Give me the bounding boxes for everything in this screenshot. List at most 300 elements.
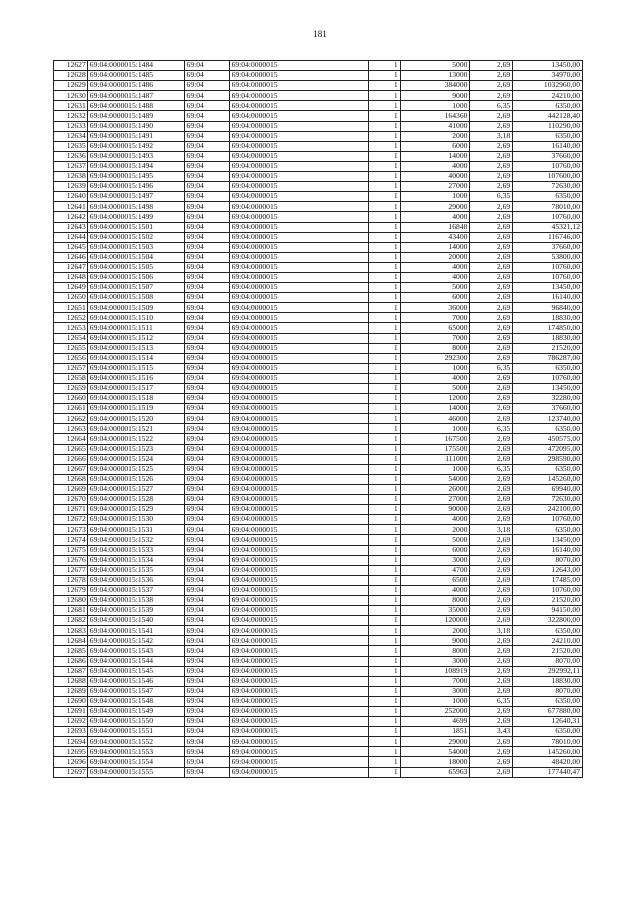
district-code-cell: 69:04: [184, 525, 229, 535]
rate-value-cell: 2,69: [470, 656, 513, 666]
district-code-cell: 69:04: [184, 394, 229, 404]
table-row: [54, 656, 583, 666]
table-row: [54, 71, 583, 81]
cadastral-number-cell: 69:04:0000015:1487: [87, 91, 184, 101]
quantity-cell: 1: [369, 394, 401, 404]
area-value-cell: 26000: [400, 484, 470, 494]
area-value-cell: 6000: [400, 141, 470, 151]
quantity-cell: 1: [369, 111, 401, 121]
cadastral-block-cell: 69:04:0000015: [229, 696, 369, 706]
row-number-cell: 12691: [54, 707, 88, 717]
rate-value-cell: 2,69: [470, 545, 513, 555]
cadastral-block-cell: 69:04:0000015: [229, 727, 369, 737]
table-row: [54, 595, 583, 605]
cadastral-block-cell: 69:04:0000015: [229, 293, 369, 303]
row-number-cell: 12694: [54, 737, 88, 747]
cadastral-number-cell: 69:04:0000015:1485: [87, 71, 184, 81]
total-value-cell: 16140,00: [513, 293, 583, 303]
area-value-cell: 43400: [400, 232, 470, 242]
table-row: [54, 172, 583, 182]
rate-value-cell: 2,69: [470, 222, 513, 232]
district-code-cell: 69:04: [184, 464, 229, 474]
cadastral-block-cell: 69:04:0000015: [229, 363, 369, 373]
quantity-cell: 1: [369, 606, 401, 616]
row-number-cell: 12631: [54, 101, 88, 111]
quantity-cell: 1: [369, 363, 401, 373]
cadastral-block-cell: 69:04:0000015: [229, 151, 369, 161]
rate-value-cell: 2,69: [470, 505, 513, 515]
table-row: [54, 707, 583, 717]
table-row: [54, 262, 583, 272]
quantity-cell: 1: [369, 515, 401, 525]
quantity-cell: 1: [369, 555, 401, 565]
rate-value-cell: 2,69: [470, 384, 513, 394]
row-number-cell: 12674: [54, 535, 88, 545]
row-number-cell: 12677: [54, 565, 88, 575]
cadastral-block-cell: 69:04:0000015: [229, 283, 369, 293]
district-code-cell: 69:04: [184, 686, 229, 696]
rate-value-cell: 2,69: [470, 121, 513, 131]
total-value-cell: 8070,00: [513, 656, 583, 666]
table-row: [54, 141, 583, 151]
row-number-cell: 12666: [54, 454, 88, 464]
cadastral-number-cell: 69:04:0000015:1523: [87, 444, 184, 454]
rate-value-cell: 2,69: [470, 202, 513, 212]
cadastral-number-cell: 69:04:0000015:1529: [87, 505, 184, 515]
row-number-cell: 12668: [54, 474, 88, 484]
area-value-cell: 46000: [400, 414, 470, 424]
total-value-cell: 24210,00: [513, 91, 583, 101]
area-value-cell: 8000: [400, 343, 470, 353]
district-code-cell: 69:04: [184, 555, 229, 565]
cadastral-block-cell: 69:04:0000015: [229, 545, 369, 555]
table-row: [54, 323, 583, 333]
total-value-cell: 10760,00: [513, 585, 583, 595]
area-value-cell: 4000: [400, 272, 470, 282]
cadastral-block-cell: 69:04:0000015: [229, 141, 369, 151]
table-row: [54, 434, 583, 444]
table-row: [54, 545, 583, 555]
row-number-cell: 12654: [54, 333, 88, 343]
table-row: [54, 444, 583, 454]
table-row: [54, 767, 583, 777]
row-number-cell: 12658: [54, 373, 88, 383]
area-value-cell: 1000: [400, 101, 470, 111]
area-value-cell: 5000: [400, 283, 470, 293]
cadastral-number-cell: 69:04:0000015:1496: [87, 182, 184, 192]
table-row: [54, 272, 583, 282]
area-value-cell: 12000: [400, 394, 470, 404]
row-number-cell: 12664: [54, 434, 88, 444]
table-row: [54, 636, 583, 646]
total-value-cell: 34970,00: [513, 71, 583, 81]
district-code-cell: 69:04: [184, 495, 229, 505]
area-value-cell: 4700: [400, 565, 470, 575]
rate-value-cell: 2,69: [470, 767, 513, 777]
quantity-cell: 1: [369, 656, 401, 666]
district-code-cell: 69:04: [184, 515, 229, 525]
total-value-cell: 96840,00: [513, 303, 583, 313]
cadastral-number-cell: 69:04:0000015:1552: [87, 737, 184, 747]
cadastral-block-cell: 69:04:0000015: [229, 384, 369, 394]
rate-value-cell: 2,69: [470, 283, 513, 293]
district-code-cell: 69:04: [184, 363, 229, 373]
table-row: [54, 384, 583, 394]
total-value-cell: 13450,00: [513, 283, 583, 293]
rate-value-cell: 2,69: [470, 252, 513, 262]
cadastral-number-cell: 69:04:0000015:1547: [87, 686, 184, 696]
cadastral-number-cell: 69:04:0000015:1531: [87, 525, 184, 535]
quantity-cell: 1: [369, 404, 401, 414]
total-value-cell: 116746,00: [513, 232, 583, 242]
cadastral-number-cell: 69:04:0000015:1543: [87, 646, 184, 656]
cadastral-number-cell: 69:04:0000015:1541: [87, 626, 184, 636]
cadastral-number-cell: 69:04:0000015:1497: [87, 192, 184, 202]
row-number-cell: 12663: [54, 424, 88, 434]
quantity-cell: 1: [369, 686, 401, 696]
rate-value-cell: 2,69: [470, 182, 513, 192]
total-value-cell: 472095,00: [513, 444, 583, 454]
row-number-cell: 12675: [54, 545, 88, 555]
area-value-cell: 167500: [400, 434, 470, 444]
total-value-cell: 72630,00: [513, 182, 583, 192]
area-value-cell: 164360: [400, 111, 470, 121]
cadastral-number-cell: 69:04:0000015:1546: [87, 676, 184, 686]
quantity-cell: 1: [369, 565, 401, 575]
area-value-cell: 7000: [400, 333, 470, 343]
rate-value-cell: 2,69: [470, 161, 513, 171]
area-value-cell: 7000: [400, 676, 470, 686]
table-row: [54, 717, 583, 727]
area-value-cell: 111000: [400, 454, 470, 464]
table-row: [54, 757, 583, 767]
table-row: [54, 525, 583, 535]
quantity-cell: 1: [369, 707, 401, 717]
row-number-cell: 12681: [54, 606, 88, 616]
rate-value-cell: 2,69: [470, 575, 513, 585]
cadastral-number-cell: 69:04:0000015:1517: [87, 384, 184, 394]
cadastral-number-cell: 69:04:0000015:1520: [87, 414, 184, 424]
quantity-cell: 1: [369, 353, 401, 363]
quantity-cell: 1: [369, 626, 401, 636]
district-code-cell: 69:04: [184, 636, 229, 646]
table-row: [54, 161, 583, 171]
area-value-cell: 5000: [400, 535, 470, 545]
area-value-cell: 1000: [400, 696, 470, 706]
quantity-cell: 1: [369, 434, 401, 444]
area-value-cell: 29000: [400, 202, 470, 212]
total-value-cell: 6350,00: [513, 363, 583, 373]
cadastral-number-cell: 69:04:0000015:1538: [87, 595, 184, 605]
cadastral-number-cell: 69:04:0000015:1528: [87, 495, 184, 505]
cadastral-number-cell: 69:04:0000015:1490: [87, 121, 184, 131]
cadastral-block-cell: 69:04:0000015: [229, 61, 369, 71]
row-number-cell: 12676: [54, 555, 88, 565]
table-row: [54, 565, 583, 575]
total-value-cell: 442128,40: [513, 111, 583, 121]
cadastral-number-cell: 69:04:0000015:1505: [87, 262, 184, 272]
district-code-cell: 69:04: [184, 414, 229, 424]
total-value-cell: 37660,00: [513, 151, 583, 161]
cadastral-block-cell: 69:04:0000015: [229, 454, 369, 464]
total-value-cell: 18830,00: [513, 333, 583, 343]
total-value-cell: 6350,00: [513, 424, 583, 434]
district-code-cell: 69:04: [184, 696, 229, 706]
cadastral-number-cell: 69:04:0000015:1489: [87, 111, 184, 121]
table-row: [54, 242, 583, 252]
row-number-cell: 12695: [54, 747, 88, 757]
area-value-cell: 14000: [400, 404, 470, 414]
row-number-cell: 12650: [54, 293, 88, 303]
district-code-cell: 69:04: [184, 303, 229, 313]
row-number-cell: 12679: [54, 585, 88, 595]
table-row: [54, 606, 583, 616]
rate-value-cell: 2,69: [470, 676, 513, 686]
rate-value-cell: 2,69: [470, 242, 513, 252]
row-number-cell: 12637: [54, 161, 88, 171]
table-row: [54, 81, 583, 91]
cadastral-block-cell: 69:04:0000015: [229, 71, 369, 81]
cadastral-number-cell: 69:04:0000015:1504: [87, 252, 184, 262]
district-code-cell: 69:04: [184, 373, 229, 383]
table-row: [54, 495, 583, 505]
row-number-cell: 12683: [54, 626, 88, 636]
quantity-cell: 1: [369, 727, 401, 737]
rate-value-cell: 2,69: [470, 414, 513, 424]
rate-value-cell: 2,69: [470, 262, 513, 272]
table-row: [54, 696, 583, 706]
rate-value-cell: 3,18: [470, 626, 513, 636]
area-value-cell: 252000: [400, 707, 470, 717]
district-code-cell: 69:04: [184, 202, 229, 212]
cadastral-block-cell: 69:04:0000015: [229, 717, 369, 727]
district-code-cell: 69:04: [184, 757, 229, 767]
row-number-cell: 12657: [54, 363, 88, 373]
total-value-cell: 78010,00: [513, 737, 583, 747]
quantity-cell: 1: [369, 595, 401, 605]
rate-value-cell: 2,69: [470, 272, 513, 282]
area-value-cell: 54000: [400, 474, 470, 484]
cadastral-block-cell: 69:04:0000015: [229, 585, 369, 595]
rate-value-cell: 2,69: [470, 444, 513, 454]
rate-value-cell: 2,69: [470, 394, 513, 404]
quantity-cell: 1: [369, 444, 401, 454]
cadastral-number-cell: 69:04:0000015:1509: [87, 303, 184, 313]
table-row: [54, 192, 583, 202]
district-code-cell: 69:04: [184, 252, 229, 262]
quantity-cell: 1: [369, 202, 401, 212]
quantity-cell: 1: [369, 232, 401, 242]
row-number-cell: 12638: [54, 172, 88, 182]
row-number-cell: 12662: [54, 414, 88, 424]
district-code-cell: 69:04: [184, 272, 229, 282]
cadastral-number-cell: 69:04:0000015:1514: [87, 353, 184, 363]
table-row: [54, 626, 583, 636]
total-value-cell: 110290,00: [513, 121, 583, 131]
table-row: [54, 343, 583, 353]
cadastral-number-cell: 69:04:0000015:1499: [87, 212, 184, 222]
total-value-cell: 32280,00: [513, 394, 583, 404]
cadastral-number-cell: 69:04:0000015:1527: [87, 484, 184, 494]
total-value-cell: 10760,00: [513, 262, 583, 272]
quantity-cell: 1: [369, 757, 401, 767]
row-number-cell: 12627: [54, 61, 88, 71]
district-code-cell: 69:04: [184, 434, 229, 444]
row-number-cell: 12673: [54, 525, 88, 535]
table-row: [54, 424, 583, 434]
total-value-cell: 6350,00: [513, 696, 583, 706]
cadastral-block-cell: 69:04:0000015: [229, 323, 369, 333]
area-value-cell: 3000: [400, 686, 470, 696]
rate-value-cell: 2,69: [470, 373, 513, 383]
cadastral-block-cell: 69:04:0000015: [229, 373, 369, 383]
district-code-cell: 69:04: [184, 616, 229, 626]
cadastral-block-cell: 69:04:0000015: [229, 414, 369, 424]
quantity-cell: 1: [369, 666, 401, 676]
area-value-cell: 16848: [400, 222, 470, 232]
total-value-cell: 8070,00: [513, 555, 583, 565]
total-value-cell: 786287,00: [513, 353, 583, 363]
quantity-cell: 1: [369, 454, 401, 464]
row-number-cell: 12641: [54, 202, 88, 212]
row-number-cell: 12670: [54, 495, 88, 505]
table-row: [54, 61, 583, 71]
cadastral-number-cell: 69:04:0000015:1539: [87, 606, 184, 616]
district-code-cell: 69:04: [184, 212, 229, 222]
cadastral-block-cell: 69:04:0000015: [229, 192, 369, 202]
row-number-cell: 12652: [54, 313, 88, 323]
area-value-cell: 4000: [400, 585, 470, 595]
quantity-cell: 1: [369, 222, 401, 232]
cadastral-number-cell: 69:04:0000015:1548: [87, 696, 184, 706]
area-value-cell: 4000: [400, 161, 470, 171]
quantity-cell: 1: [369, 373, 401, 383]
rate-value-cell: 6,35: [470, 363, 513, 373]
table-row: [54, 747, 583, 757]
cadastral-block-cell: 69:04:0000015: [229, 505, 369, 515]
row-number-cell: 12660: [54, 394, 88, 404]
cadastral-block-cell: 69:04:0000015: [229, 333, 369, 343]
total-value-cell: 17485,00: [513, 575, 583, 585]
district-code-cell: 69:04: [184, 767, 229, 777]
cadastral-number-cell: 69:04:0000015:1492: [87, 141, 184, 151]
row-number-cell: 12643: [54, 222, 88, 232]
area-value-cell: 1000: [400, 464, 470, 474]
district-code-cell: 69:04: [184, 505, 229, 515]
total-value-cell: 6350,00: [513, 727, 583, 737]
quantity-cell: 1: [369, 141, 401, 151]
total-value-cell: 21520,00: [513, 646, 583, 656]
quantity-cell: 1: [369, 535, 401, 545]
cadastral-block-cell: 69:04:0000015: [229, 535, 369, 545]
quantity-cell: 1: [369, 717, 401, 727]
total-value-cell: 13450,00: [513, 384, 583, 394]
table-row: [54, 505, 583, 515]
quantity-cell: 1: [369, 303, 401, 313]
total-value-cell: 10760,00: [513, 373, 583, 383]
area-value-cell: 35000: [400, 606, 470, 616]
table-row: [54, 202, 583, 212]
cadastral-block-cell: 69:04:0000015: [229, 222, 369, 232]
area-value-cell: 14000: [400, 242, 470, 252]
row-number-cell: 12649: [54, 283, 88, 293]
row-number-cell: 12629: [54, 81, 88, 91]
cadastral-block-cell: 69:04:0000015: [229, 626, 369, 636]
total-value-cell: 10760,00: [513, 272, 583, 282]
district-code-cell: 69:04: [184, 141, 229, 151]
table-row: [54, 686, 583, 696]
quantity-cell: 1: [369, 283, 401, 293]
rate-value-cell: 2,69: [470, 616, 513, 626]
quantity-cell: 1: [369, 545, 401, 555]
total-value-cell: 21520,00: [513, 343, 583, 353]
table-row: [54, 474, 583, 484]
quantity-cell: 1: [369, 505, 401, 515]
rate-value-cell: 2,69: [470, 333, 513, 343]
district-code-cell: 69:04: [184, 575, 229, 585]
district-code-cell: 69:04: [184, 646, 229, 656]
cadastral-number-cell: 69:04:0000015:1519: [87, 404, 184, 414]
district-code-cell: 69:04: [184, 182, 229, 192]
rate-value-cell: 2,69: [470, 323, 513, 333]
row-number-cell: 12642: [54, 212, 88, 222]
cadastral-block-cell: 69:04:0000015: [229, 182, 369, 192]
rate-value-cell: 3,18: [470, 525, 513, 535]
table-row: [54, 666, 583, 676]
row-number-cell: 12684: [54, 636, 88, 646]
row-number-cell: 12688: [54, 676, 88, 686]
total-value-cell: 177440,47: [513, 767, 583, 777]
table-row: [54, 404, 583, 414]
row-number-cell: 12680: [54, 595, 88, 605]
area-value-cell: 65000: [400, 323, 470, 333]
cadastral-block-cell: 69:04:0000015: [229, 555, 369, 565]
area-value-cell: 6000: [400, 545, 470, 555]
district-code-cell: 69:04: [184, 717, 229, 727]
district-code-cell: 69:04: [184, 404, 229, 414]
rate-value-cell: 2,69: [470, 555, 513, 565]
cadastral-number-cell: 69:04:0000015:1530: [87, 515, 184, 525]
table-row: [54, 484, 583, 494]
quantity-cell: 1: [369, 161, 401, 171]
cadastral-block-cell: 69:04:0000015: [229, 353, 369, 363]
cadastral-number-cell: 69:04:0000015:1544: [87, 656, 184, 666]
district-code-cell: 69:04: [184, 313, 229, 323]
district-code-cell: 69:04: [184, 737, 229, 747]
quantity-cell: 1: [369, 646, 401, 656]
rate-value-cell: 2,69: [470, 606, 513, 616]
district-code-cell: 69:04: [184, 242, 229, 252]
table-row: [54, 535, 583, 545]
district-code-cell: 69:04: [184, 727, 229, 737]
row-number-cell: 12628: [54, 71, 88, 81]
district-code-cell: 69:04: [184, 151, 229, 161]
district-code-cell: 69:04: [184, 71, 229, 81]
cadastral-number-cell: 69:04:0000015:1515: [87, 363, 184, 373]
area-value-cell: 2000: [400, 131, 470, 141]
quantity-cell: 1: [369, 676, 401, 686]
cadastral-block-cell: 69:04:0000015: [229, 767, 369, 777]
quantity-cell: 1: [369, 767, 401, 777]
total-value-cell: 37660,00: [513, 404, 583, 414]
row-number-cell: 12644: [54, 232, 88, 242]
total-value-cell: 145260,00: [513, 747, 583, 757]
cadastral-block-cell: 69:04:0000015: [229, 121, 369, 131]
total-value-cell: 123740,00: [513, 414, 583, 424]
quantity-cell: 1: [369, 61, 401, 71]
cadastral-number-cell: 69:04:0000015:1526: [87, 474, 184, 484]
rate-value-cell: 2,69: [470, 343, 513, 353]
